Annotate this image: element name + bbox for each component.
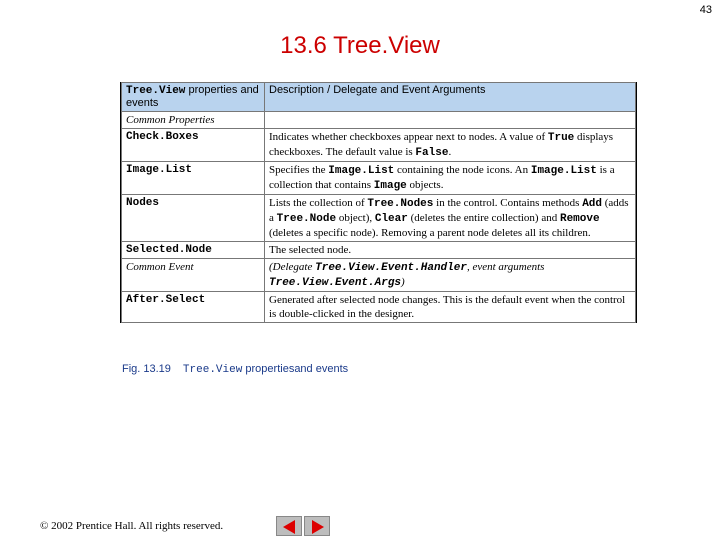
table-row [122,242,636,259]
description-text: (Delegate [269,261,316,273]
code-term: Image [373,180,407,192]
description-text: (deletes a specific node). Removing a parent node deletes all its children. [269,227,591,239]
page-number: 43 [699,4,712,16]
code-term: Remove [559,213,600,225]
description-text: Specifies the [269,164,329,176]
next-slide-button[interactable] [304,516,330,536]
copyright: © 2002 Prentice Hall. All rights reserved. [40,520,224,532]
member-name: Check.Boxes [122,129,265,162]
code-term: Tree.View.Event.Handler [315,262,467,274]
left-arrow-icon [283,520,295,534]
description-text: in the control. Contains methods [433,197,583,209]
section-label: Common Event [122,259,265,292]
description-text: Indicates whether checkboxes appear next to nodes. A value of [269,131,548,143]
member-name: Image.List [122,162,265,195]
description-text: . [448,146,452,158]
code-term: Tree.Nodes [367,198,434,210]
description-text: object), [336,212,375,224]
member-name: After.Select [122,292,265,323]
description-text: , event arguments [466,261,545,273]
description-text: ) [401,276,405,288]
header-col1-code: Tree.View [126,85,186,97]
description-text: (adds a [269,197,629,224]
member-description [265,195,636,242]
member-description [265,129,636,162]
header-col1-text: properties and events [126,84,259,109]
section-label: Common Properties [122,112,265,129]
code-term: Image.List [328,165,395,177]
caption-code: Tree.View [182,364,243,376]
code-term: Image.List [530,165,597,177]
member-name: Selected.Node [122,242,265,259]
section-row-common-event [122,259,636,292]
description-text: Lists the collection of [269,197,368,209]
table-row [122,129,636,162]
member-name: Nodes [122,195,265,242]
table-row [122,162,636,195]
code-term: Clear [374,213,408,225]
description-text: Generated after selected node changes. This is the default event when the control is double-clicked in the designer. [269,294,626,320]
member-description [265,292,636,323]
section-row-common-properties [122,112,636,129]
previous-slide-button[interactable] [276,516,302,536]
description-text: is a collection that contains [269,164,615,191]
property-rows [122,129,636,259]
code-term: Tree.Node [276,213,337,225]
event-rows [122,292,636,323]
code-term: False [415,147,449,159]
figure-caption [122,363,348,376]
table-row [122,292,636,323]
figure-number: Fig. 13.19 [122,363,171,375]
member-description [265,162,636,195]
caption-text: propertiesand events [242,363,349,375]
header-col2: Description / Delegate and Event Arguments [265,83,636,112]
properties-table [120,82,637,323]
description-text: The selected node. [269,244,352,256]
table-row [122,195,636,242]
right-arrow-icon [312,520,324,534]
description-text: displays checkboxes. The default value is [269,131,614,158]
code-term: True [547,132,575,144]
description-text: objects. [406,179,444,191]
slide-title: 13.6 Tree.View [280,32,440,59]
common-event-description [265,259,636,292]
header-col1 [122,83,265,112]
member-description [265,242,636,259]
description-text: containing the node icons. An [394,164,531,176]
description-text: (deletes the entire collection) and [407,212,560,224]
code-term: Add [582,198,602,210]
code-term: Tree.View.Event.Args [269,277,402,289]
table-header-row [122,83,636,112]
